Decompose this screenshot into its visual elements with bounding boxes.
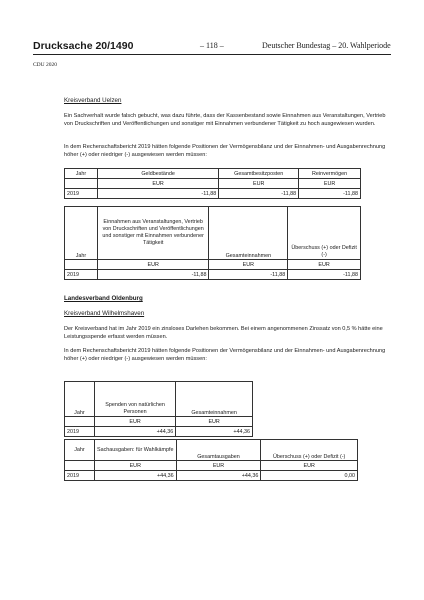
header-cell: Jahr xyxy=(65,382,95,417)
value-cell: +44,36 xyxy=(94,471,176,481)
page-number: – 118 – xyxy=(200,41,224,50)
document-number: Drucksache 20/1490 xyxy=(33,40,134,52)
header-cell: Einnahmen aus Veranstaltungen, Vertrieb von Druckschriften und Veröffentlichungen und sonstiger mit Einnahmen verbundener Tätigkeit xyxy=(97,207,209,260)
paragraph-uelzen-2: In dem Rechenschaftsbericht 2019 hätten folgende Positionen der Vermögensbilanz und der Einnahmen- und Ausgabenrechnung höher (+) oder niedriger (-) ausgewiesen werden müssen: xyxy=(64,144,386,158)
unit-cell: EUR xyxy=(209,260,288,270)
value-cell: 0,00 xyxy=(261,471,358,481)
year-cell: 2019 xyxy=(65,270,98,280)
year-cell: 2019 xyxy=(65,427,95,437)
value-cell: -11,88 xyxy=(299,189,361,199)
header-cell: Jahr xyxy=(65,169,98,179)
unit-cell xyxy=(65,417,95,427)
header-cell: Überschuss (+) oder Defizit (-) xyxy=(288,207,361,260)
unit-cell xyxy=(65,260,98,270)
section-heading-wilhelmshaven: Kreisverband Wilhelmshaven xyxy=(64,310,145,317)
unit-cell: EUR xyxy=(94,417,175,427)
section-heading-oldenburg: Landesverband Oldenburg xyxy=(64,295,143,302)
paragraph-wilhelmshaven-2: In dem Rechenschaftsbericht 2019 hätten folgende Positionen der Vermögensbilanz und der Einnahmen- und Ausgabenrechnung höher (+) oder niedriger (-) ausgewiesen werden müssen: xyxy=(64,348,386,362)
publisher: Deutscher Bundestag – 20. Wahlperiode xyxy=(262,41,391,50)
header-cell: Jahr xyxy=(65,207,98,260)
unit-cell: EUR xyxy=(261,461,358,471)
unit-cell: EUR xyxy=(94,461,176,471)
table-wilhelmshaven-income xyxy=(64,381,253,437)
unit-cell: EUR xyxy=(176,461,261,471)
value-cell: +44,36 xyxy=(176,427,253,437)
unit-cell: EUR xyxy=(97,179,218,189)
header-cell: Reinvermögen xyxy=(299,169,361,179)
value-cell: -11,88 xyxy=(288,270,361,280)
unit-cell: EUR xyxy=(299,179,361,189)
header-cell: Gesamteinnahmen xyxy=(176,382,253,417)
unit-cell xyxy=(65,461,95,471)
header-cell: Geldbestände xyxy=(97,169,218,179)
paragraph-wilhelmshaven-1: Der Kreisverband hat im Jahr 2019 ein zinsloses Darlehen bekommen. Bei einem angenommenen Zinssatz von 0,5 % hätte eine Leistungsspende erfasst werden müssen. xyxy=(64,326,383,340)
header-cell: Gesamtbesitzposten xyxy=(219,169,299,179)
paragraph-uelzen-1: Ein Sachverhalt wurde falsch gebucht, was dazu führte, dass der Kassenbestand sowie Einnahmen aus Veranstaltungen, Vertrieb von Druckschriften und Veröffentlichungen und sonstiger mit Einnahmen verbundener Tätigkeit zu hoch ausgewiesen wurden. xyxy=(64,113,386,127)
header-rule xyxy=(33,54,391,55)
table-uelzen-income xyxy=(64,206,361,280)
value-cell: +44,36 xyxy=(94,427,175,437)
header-cell: Sachausgaben: für Wahlkämpfe xyxy=(94,440,176,461)
header-cell: Gesamteinnahmen xyxy=(209,207,288,260)
table-wilhelmshaven-expenses xyxy=(64,439,358,481)
header-cell: Spenden von natürlichen Personen xyxy=(94,382,175,417)
unit-cell xyxy=(65,179,98,189)
unit-cell: EUR xyxy=(219,179,299,189)
value-cell: -11,88 xyxy=(97,270,209,280)
year-cell: 2019 xyxy=(65,471,95,481)
header-cell: Jahr xyxy=(65,440,95,461)
value-cell: -11,88 xyxy=(209,270,288,280)
table-uelzen-balance xyxy=(64,168,361,199)
header-cell: Gesamtausgaben xyxy=(176,440,261,461)
unit-cell: EUR xyxy=(176,417,253,427)
unit-cell: EUR xyxy=(288,260,361,270)
party-label: CDU 2020 xyxy=(33,62,57,68)
unit-cell: EUR xyxy=(97,260,209,270)
section-heading-uelzen: Kreisverband Uelzen xyxy=(64,97,122,104)
header-cell: Überschuss (+) oder Defizit (-) xyxy=(261,440,358,461)
value-cell: -11,88 xyxy=(219,189,299,199)
year-cell: 2019 xyxy=(65,189,98,199)
value-cell: +44,36 xyxy=(176,471,261,481)
value-cell: -11,88 xyxy=(97,189,218,199)
